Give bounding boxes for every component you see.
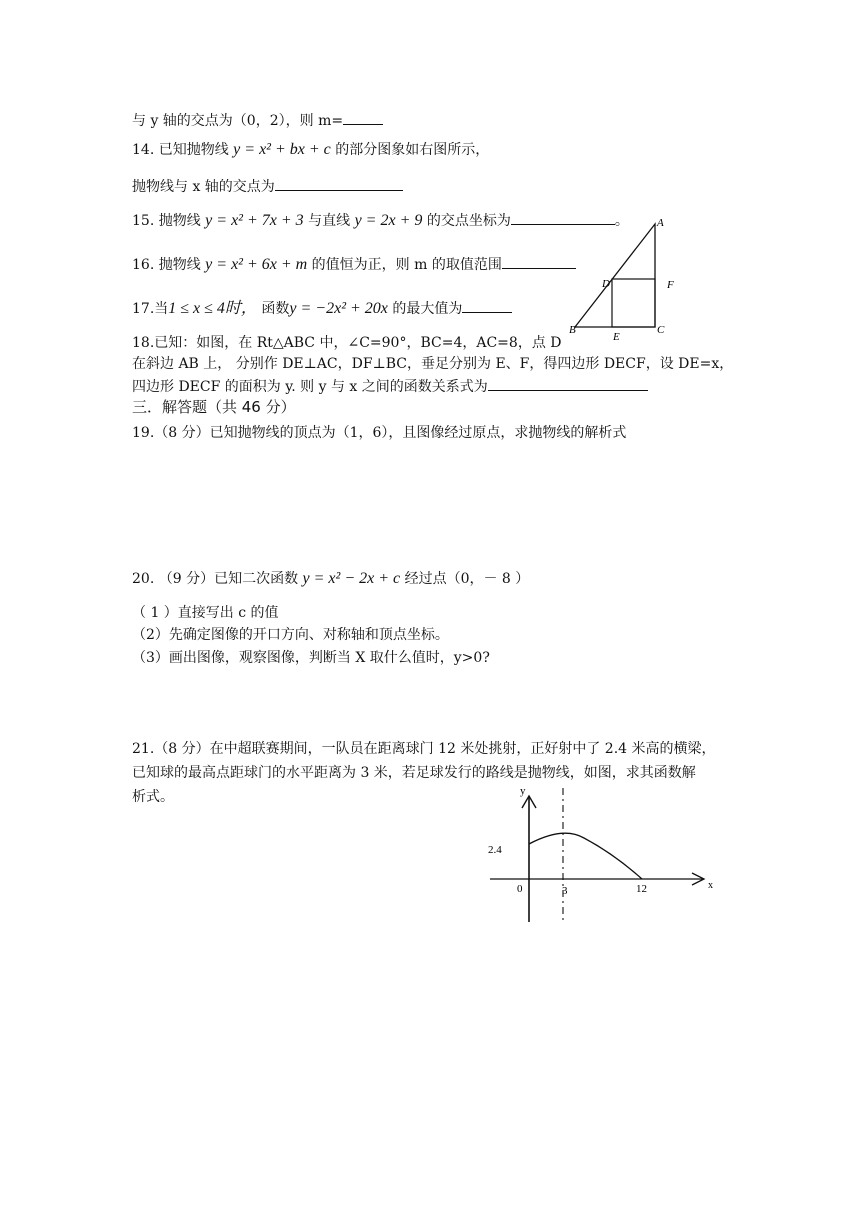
q17: 17.当1 ≤ x ≤ 4时， 函数y = −2x² + 20x 的最大值为 bbox=[132, 298, 512, 318]
label-b: B bbox=[569, 324, 576, 336]
parabola-figure bbox=[484, 782, 720, 928]
q18-line2: 在斜边 AB 上， 分别作 DE⊥AC，DF⊥BC，垂足分别为 E、F，得四边形 DECF，设 DE=x， bbox=[132, 356, 734, 372]
label-a: A bbox=[657, 217, 664, 229]
answer-blank bbox=[488, 376, 648, 391]
y-tick-label: 2.4 bbox=[488, 844, 502, 856]
q21-line2: 已知球的最高点距球门的水平距离为 3 米，若足球发行的路线是抛物线，如图，求其函数解 bbox=[132, 765, 696, 781]
q21-line1: 21.（8 分）在中超联赛期间，一队员在距离球门 12 米处挑射，正好射中了 2.4 米高的横梁， bbox=[132, 741, 716, 757]
q21-line3: 析式。 bbox=[132, 789, 174, 805]
answer-blank bbox=[462, 298, 512, 313]
q18-line3: 四边形 DECF 的面积为 y. 则 y 与 x 之间的函数关系式为 bbox=[132, 376, 648, 396]
label-f: F bbox=[667, 279, 674, 291]
x-tick-label-3: 3 bbox=[562, 885, 568, 897]
q13-tail: 与 y 轴的交点为（0，2），则 m= bbox=[132, 110, 383, 130]
origin-label: 0 bbox=[517, 883, 523, 895]
x-tick-label-12: 12 bbox=[636, 883, 647, 895]
q16: 16. 抛物线 y = x² + 6x + m 的值恒为正，则 m 的取值范围 bbox=[132, 254, 576, 274]
answer-blank bbox=[275, 176, 403, 191]
q20-part1: （ 1 ）直接写出 c 的值 bbox=[132, 605, 279, 621]
label-c: C bbox=[657, 324, 665, 336]
q14-line1: 14. 已知抛物线 y = x² + bx + c 的部分图象如右图所示， bbox=[132, 141, 490, 158]
q20-part2: （2）先确定图像的开口方向、对称轴和顶点坐标。 bbox=[132, 627, 449, 643]
y-axis-label: y bbox=[520, 785, 526, 797]
triangle-abc bbox=[575, 224, 655, 327]
label-e: E bbox=[613, 331, 620, 343]
q20-part3: （3）画出图像，观察图像，判断当 X 取什么值时，y>0? bbox=[132, 650, 490, 666]
q19: 19.（8 分）已知抛物线的顶点为（1，6），且图像经过原点，求抛物线的解析式 bbox=[132, 425, 627, 441]
label-d: D bbox=[602, 278, 610, 290]
q14-line2: 抛物线与 x 轴的交点为 bbox=[132, 176, 403, 196]
answer-blank bbox=[343, 110, 383, 125]
rectangle-decf bbox=[612, 279, 655, 327]
q18-line1: 18.已知：如图，在 Rt△ABC 中，∠C=90°，BC=4，AC=8，点 D bbox=[132, 335, 562, 351]
parabola-curve bbox=[529, 833, 642, 879]
section-title: 三．解答题（共 46 分） bbox=[132, 398, 296, 416]
triangle-figure bbox=[565, 212, 685, 343]
x-axis-label: x bbox=[708, 880, 713, 891]
q15: 15. 抛物线 y = x² + 7x + 3 与直线 y = 2x + 9 的交点坐标为 。 bbox=[132, 212, 629, 229]
q20-intro: 20. （9 分）已知二次函数 y = x² − 2x + c 经过点（0，－ 8 ） bbox=[132, 570, 530, 587]
